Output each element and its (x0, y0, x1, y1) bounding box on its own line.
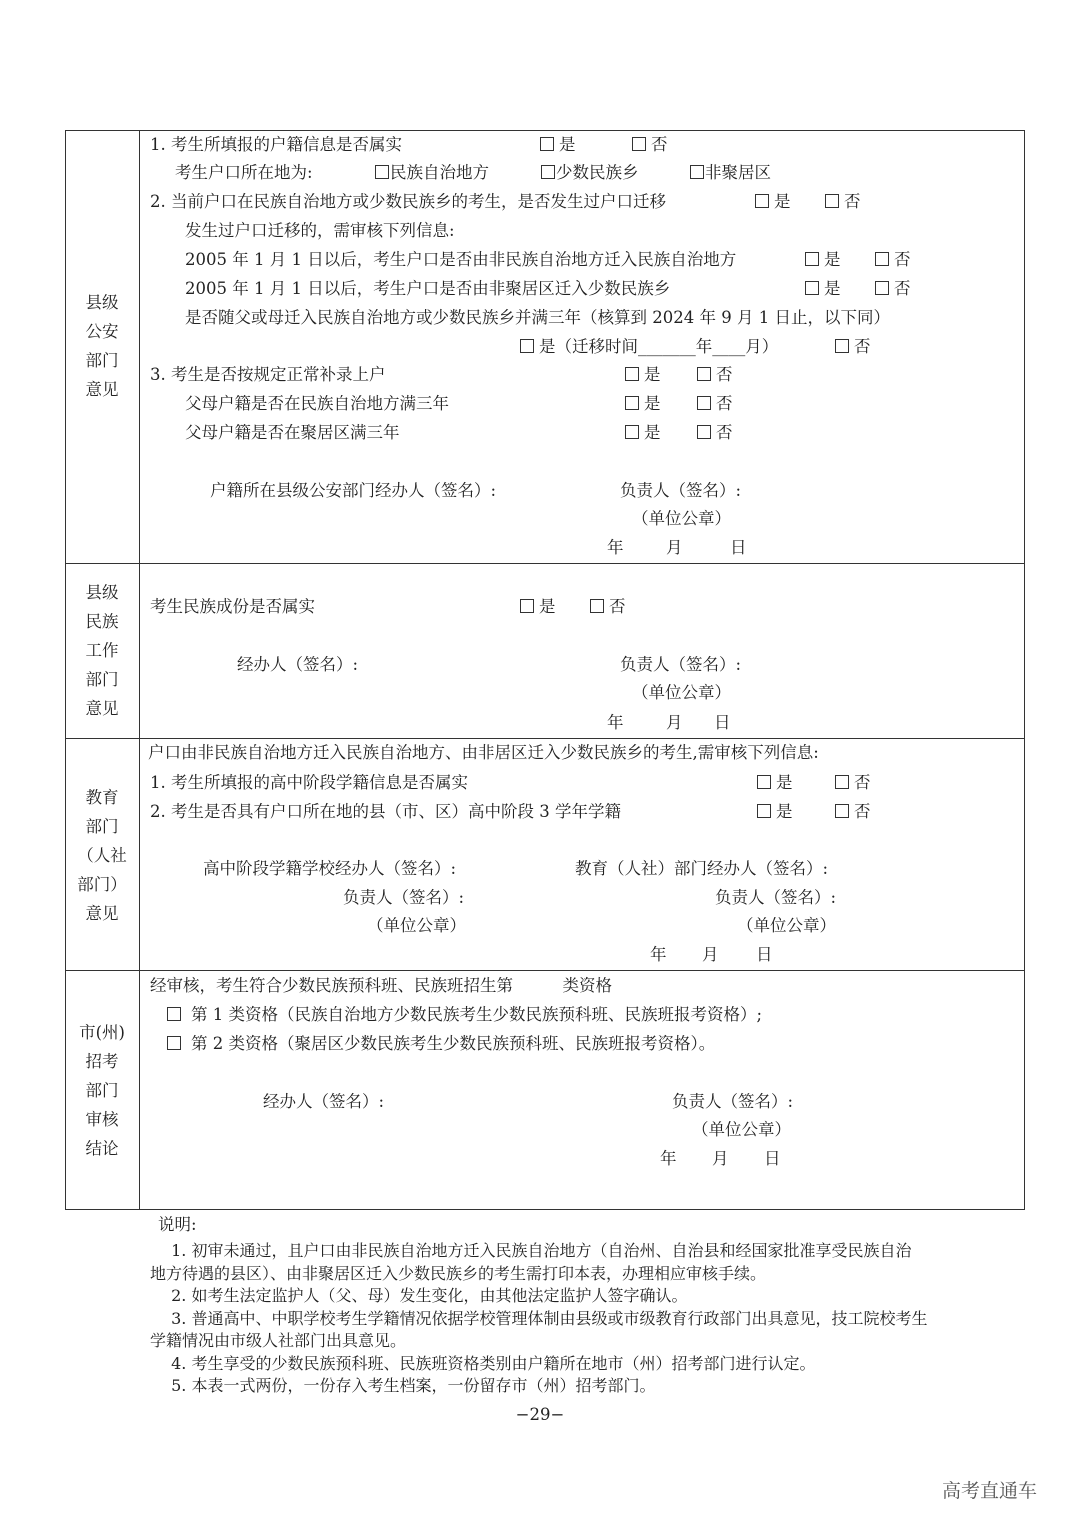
date-day: 日 (714, 713, 731, 732)
note-line: 5. 本表一式两份，一份存入考生档案，一份留存市（州）招考部门。 (150, 1376, 656, 1395)
police-q2b-no-checkbox[interactable] (875, 279, 911, 299)
date-year: 年 (660, 1149, 677, 1168)
police-q2b: 2005 年 1 月 1 日以后，考生户口是否由非聚居区迁入少数民族乡 (185, 279, 671, 298)
checkbox-label: 第 1 类资格（民族自治地方少数民族考生少数民族预科班、民族班报考资格）; (191, 1005, 763, 1024)
city-handler-signature: 经办人（签名）: (263, 1092, 385, 1111)
police-q1-no-checkbox[interactable] (632, 135, 668, 155)
date-year: 年 (607, 713, 624, 732)
date-day: 日 (764, 1149, 781, 1168)
checkbox-label: 非聚居区 (705, 163, 771, 182)
checkbox-icon (835, 339, 849, 353)
notes-title: 说明: (158, 1215, 197, 1234)
checkbox-label: 否 (854, 773, 871, 792)
label-line: 县级 (85, 583, 119, 602)
label-line: 部门 (85, 351, 119, 370)
ethnic-yes-checkbox[interactable] (520, 597, 556, 617)
police-seal: （单位公章） (632, 509, 731, 528)
checkbox-icon (755, 194, 769, 208)
education-q1: 1. 考生所填报的高中阶段学籍信息是否属实 (150, 773, 468, 792)
education-section-label (65, 783, 139, 928)
police-q2-yes-checkbox[interactable] (755, 192, 791, 212)
note-line: 地方待遇的县区）、由非聚居区迁入少数民族乡的考生需打印本表，办理相应审核手续。 (150, 1263, 767, 1283)
dept-leader-signature: 负责人（签名）: (715, 888, 837, 907)
police-q2a-no-checkbox[interactable] (875, 250, 911, 270)
date-year: 年 (607, 538, 624, 557)
police-q3-no-checkbox[interactable] (697, 365, 733, 385)
checkbox-icon (875, 281, 889, 295)
label-line: 意见 (85, 699, 119, 718)
education-intro: 户口由非民族自治地方迁入民族自治地方、由非居区迁入少数民族乡的考生,需审核下列信息: (148, 743, 819, 762)
checkbox-label: 是（迁移时间_______年____月） (539, 337, 779, 356)
checkbox-icon (757, 775, 771, 789)
police-q1-yes-checkbox[interactable] (540, 135, 576, 155)
label-line: 意见 (85, 904, 119, 923)
police-handler-signature: 户籍所在县级公安部门经办人（签名）: (210, 481, 497, 500)
police-leader-signature: 负责人（签名）: (620, 481, 742, 500)
location-non-settlement-checkbox[interactable] (690, 163, 771, 183)
police-q2: 2. 当前户口在民族自治地方或少数民族乡的考生，是否发生过户口迁移 (150, 192, 666, 211)
location-ethnic-township-checkbox[interactable] (541, 163, 639, 183)
label-line: 招考 (85, 1052, 119, 1071)
checkbox-label: 民族自治地方 (390, 163, 489, 182)
checkbox-label: 是 (539, 597, 556, 616)
checkbox-icon (757, 804, 771, 818)
checkbox-label: 否 (716, 394, 733, 413)
checkbox-icon (167, 1036, 181, 1050)
police-q2a: 2005 年 1 月 1 日以后，考生户口是否由非民族自治地方迁入民族自治地方 (185, 250, 737, 269)
police-q3a: 父母户籍是否在民族自治地方满三年 (185, 394, 449, 413)
police-q3-yes-checkbox[interactable] (625, 365, 661, 385)
label-line: 意见 (85, 380, 119, 399)
police-q2-note: 发生过户口迁移的，需审核下列信息: (185, 221, 455, 240)
police-q2c-yes-checkbox[interactable] (520, 337, 778, 357)
checkbox-icon (805, 281, 819, 295)
checkbox-icon (541, 165, 555, 179)
ethnic-section-label (65, 578, 139, 723)
checkbox-label: 否 (716, 365, 733, 384)
checkbox-icon (875, 252, 889, 266)
checkbox-label: 否 (854, 337, 871, 356)
label-line: 市(州) (79, 1023, 125, 1042)
label-line: 工作 (85, 641, 119, 660)
education-q1-no-checkbox[interactable] (835, 773, 871, 793)
page-number: −29− (515, 1405, 565, 1424)
label-line: 民族 (85, 612, 119, 631)
checkbox-label: 第 2 类资格（聚居区少数民族考生少数民族预科班、民族班报考资格）。 (191, 1034, 716, 1053)
checkbox-label: 是 (776, 773, 793, 792)
date-day: 日 (730, 538, 747, 557)
date-month: 月 (666, 713, 683, 732)
category-2-checkbox[interactable] (167, 1034, 715, 1054)
education-q1-yes-checkbox[interactable] (757, 773, 793, 793)
checkbox-label: 是 (774, 192, 791, 211)
checkbox-label: 否 (716, 423, 733, 442)
checkbox-icon (835, 775, 849, 789)
row-divider (65, 738, 1025, 739)
checkbox-icon (167, 1007, 181, 1021)
checkbox-label: 是 (824, 279, 841, 298)
checkbox-icon (825, 194, 839, 208)
label-line: 部门 (85, 670, 119, 689)
column-divider (139, 130, 140, 1210)
location-autonomous-checkbox[interactable] (375, 163, 489, 183)
checkbox-icon (690, 165, 704, 179)
school-seal: （单位公章） (367, 916, 466, 935)
checkbox-icon (625, 367, 639, 381)
note-line: 1. 初审未通过，且户口由非民族自治地方迁入民族自治地方（自治州、自治县和经国家批准享受民族自治 (150, 1241, 912, 1260)
police-q3b-no-checkbox[interactable] (697, 423, 733, 443)
note-line: 4. 考生享受的少数民族预科班、民族班资格类别由户籍所在地市（州）招考部门进行认定。 (150, 1353, 816, 1373)
label-line: 教育 (85, 788, 119, 807)
label-line: 公安 (85, 322, 119, 341)
education-q2-yes-checkbox[interactable] (757, 802, 793, 822)
label-line: 审核 (85, 1110, 119, 1129)
checkbox-label: 是 (644, 394, 661, 413)
label-line: （人社 (77, 846, 127, 865)
dept-handler-signature: 教育（人社）部门经办人（签名）: (575, 859, 829, 878)
note-line: 3. 普通高中、中职学校考生学籍情况依据学校管理体制由县级或市级教育行政部门出具意见，技工院校考生 (150, 1308, 928, 1328)
police-q3b: 父母户籍是否在聚居区满三年 (185, 423, 400, 442)
label-line: 县级 (85, 293, 119, 312)
police-q1: 1. 考生所填报的户籍信息是否属实 (150, 135, 402, 154)
checkbox-icon (632, 137, 646, 151)
checkbox-label: 否 (894, 250, 911, 269)
date-year: 年 (650, 945, 667, 964)
checkbox-label: 否 (609, 597, 626, 616)
row-divider (65, 970, 1025, 971)
label-line: 部门） (77, 875, 127, 894)
checkbox-icon (540, 137, 554, 151)
police-q3a-yes-checkbox[interactable] (625, 394, 661, 414)
label-line: 部门 (85, 1081, 119, 1100)
checkbox-label: 是 (644, 423, 661, 442)
police-q2c: 是否随父或母迁入民族自治地方或少数民族乡并满三年（核算到 2024 年 9 月 1 日止，以下同） (185, 308, 890, 327)
checkbox-label: 否 (651, 135, 668, 154)
police-q3: 3. 考生是否按规定正常补录上户 (150, 365, 386, 384)
checkbox-label: 少数民族乡 (556, 163, 639, 182)
note-line: 学籍情况由市级人社部门出具意见。 (150, 1331, 407, 1350)
police-q2c-no-checkbox[interactable] (835, 337, 871, 357)
school-handler-signature: 高中阶段学籍学校经办人（签名）: (203, 859, 457, 878)
ethnic-handler-signature: 经办人（签名）: (237, 655, 359, 674)
checkbox-icon (697, 396, 711, 410)
police-q2a-yes-checkbox[interactable] (805, 250, 841, 270)
education-q2-no-checkbox[interactable] (835, 802, 871, 822)
notes-list (150, 1240, 927, 1398)
watermark: 高考直通车 (942, 1480, 1038, 1502)
note-line: 2. 如考生法定监护人（父、母）发生变化，由其他法定监护人签字确认。 (150, 1286, 688, 1305)
ethnic-leader-signature: 负责人（签名）: (620, 655, 742, 674)
city-conclusion: 经审核，考生符合少数民族预科班、民族班招生第 类资格 (150, 976, 612, 995)
police-location-label: 考生户口所在地为: (175, 163, 313, 182)
checkbox-label: 是 (776, 802, 793, 821)
date-month: 月 (712, 1149, 729, 1168)
checkbox-icon (625, 425, 639, 439)
police-q2-no-checkbox[interactable] (825, 192, 861, 212)
police-section-label (65, 288, 139, 404)
checkbox-icon (520, 339, 534, 353)
checkbox-label: 否 (844, 192, 861, 211)
checkbox-label: 是 (644, 365, 661, 384)
checkbox-icon (697, 425, 711, 439)
checkbox-label: 是 (559, 135, 576, 154)
checkbox-icon (835, 804, 849, 818)
checkbox-icon (590, 599, 604, 613)
education-q2: 2. 考生是否具有户口所在地的县（市、区）高中阶段 3 学年学籍 (150, 802, 621, 821)
checkbox-icon (697, 367, 711, 381)
date-day: 日 (756, 945, 773, 964)
checkbox-icon (375, 165, 389, 179)
city-section-label (65, 1018, 139, 1163)
school-leader-signature: 负责人（签名）: (343, 888, 465, 907)
dept-seal: （单位公章） (737, 916, 836, 935)
police-q3b-yes-checkbox[interactable] (625, 423, 661, 443)
category-1-checkbox[interactable] (167, 1005, 762, 1025)
city-seal: （单位公章） (692, 1120, 791, 1139)
checkbox-label: 是 (824, 250, 841, 269)
label-line: 结论 (85, 1139, 119, 1158)
city-leader-signature: 负责人（签名）: (672, 1092, 794, 1111)
ethnic-q: 考生民族成份是否属实 (150, 597, 315, 616)
ethnic-no-checkbox[interactable] (590, 597, 626, 617)
checkbox-icon (625, 396, 639, 410)
police-q2b-yes-checkbox[interactable] (805, 279, 841, 299)
checkbox-icon (520, 599, 534, 613)
label-line: 部门 (85, 817, 119, 836)
checkbox-label: 否 (854, 802, 871, 821)
date-month: 月 (666, 538, 683, 557)
row-divider (65, 563, 1025, 564)
date-month: 月 (702, 945, 719, 964)
ethnic-seal: （单位公章） (632, 683, 731, 702)
checkbox-icon (805, 252, 819, 266)
police-q3a-no-checkbox[interactable] (697, 394, 733, 414)
checkbox-label: 否 (894, 279, 911, 298)
